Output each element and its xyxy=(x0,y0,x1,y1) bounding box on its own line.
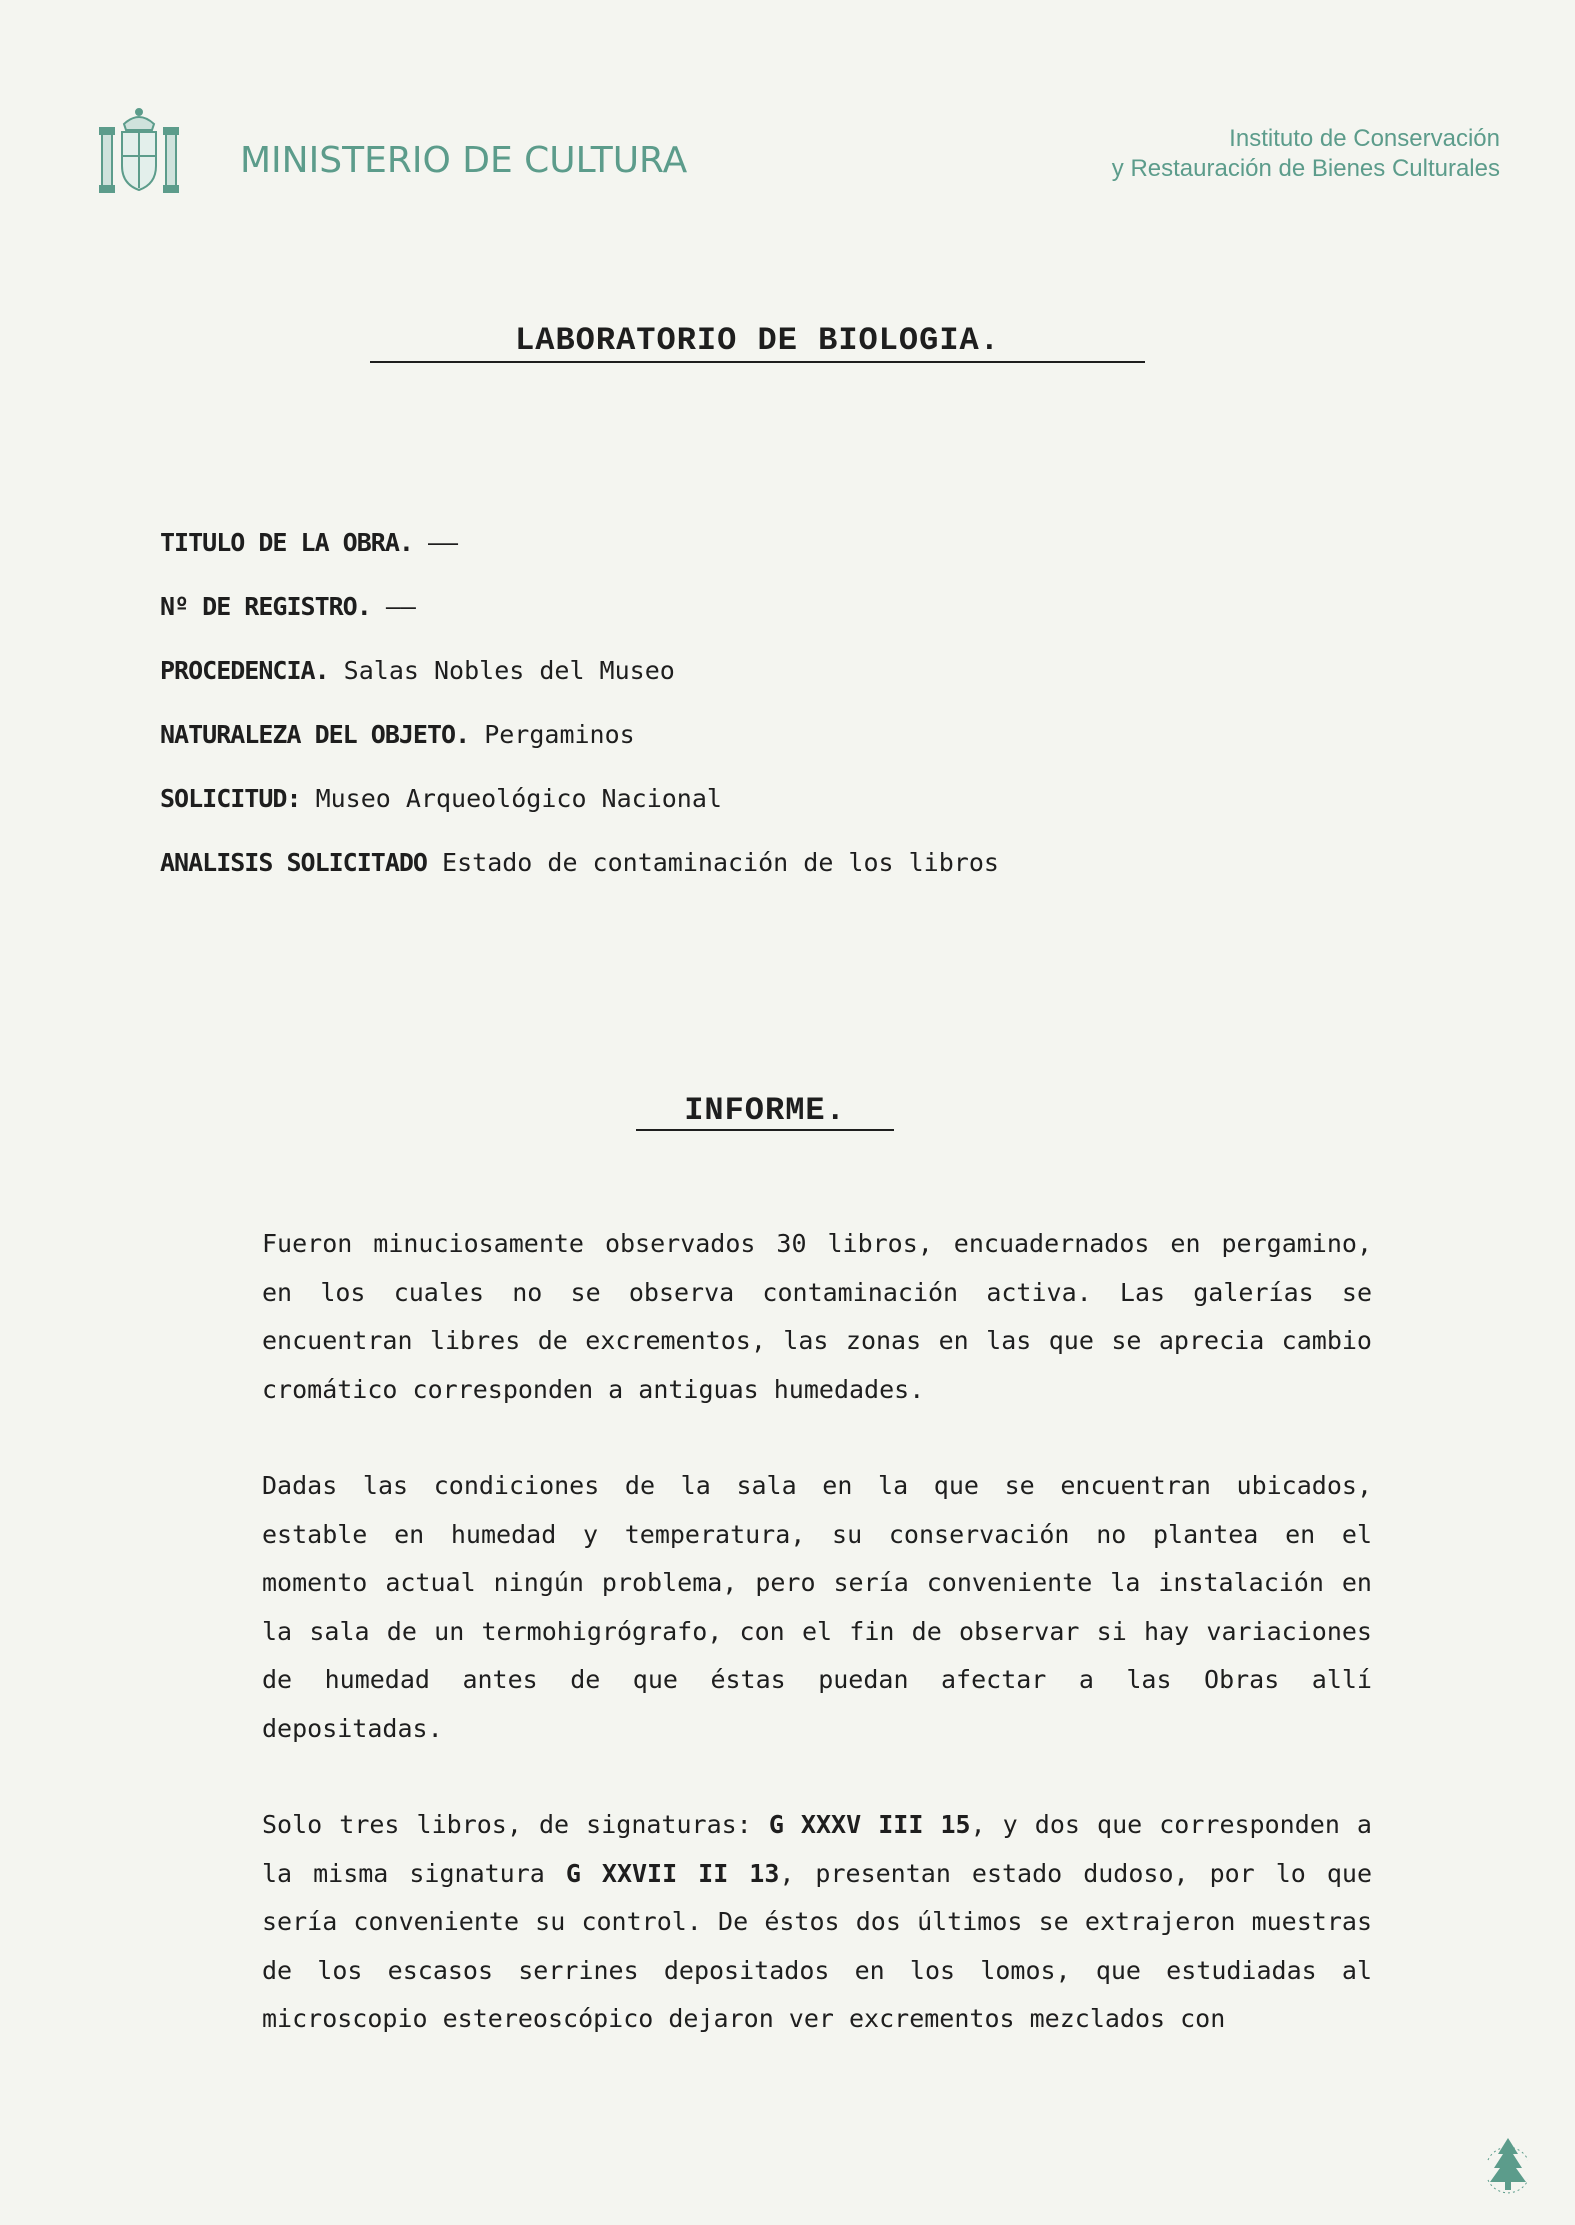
paragraph-2: Dadas las condiciones de la sala en la que se encuentran ubicados, estable en humedad y temperatura, su conservación no plantea en el momento actual ningún problema, pero sería conveniente la instalación en la sala de un termohigrógrafo, con el fin de observar si hay variaciones de humedad antes de que éstas puedan afectar a las Obras allí depositadas. xyxy=(262,1471,1372,1743)
metadata-fields xyxy=(160,528,999,912)
report-body xyxy=(262,1220,1372,2092)
field-value: —— xyxy=(412,528,459,557)
paragraph-3-text-b: , y dos que corresponden a la misma signatura xyxy=(262,1810,1372,1888)
recycled-paper-tree-icon xyxy=(1480,2130,1536,2200)
field-naturaleza xyxy=(160,720,999,784)
field-value: —— xyxy=(370,592,416,621)
field-analisis xyxy=(160,848,999,912)
institute-line-2: y Restauración de Bienes Culturales xyxy=(1111,155,1500,182)
field-value: Pergaminos xyxy=(469,720,635,749)
field-label: PROCEDENCIA. xyxy=(160,656,329,685)
laboratory-heading: LABORATORIO DE BIOLOGIA. xyxy=(370,322,1145,363)
ministry-name: MINISTERIO DE CULTURA xyxy=(240,140,688,181)
paragraph-3 xyxy=(262,1801,1372,2044)
field-label: SOLICITUD: xyxy=(160,784,301,813)
paragraph-3-text-c: , presentan estado dudoso, por lo que sería conveniente su control. De éstos dos últimos se extrajeron muestras de los escasos serrines depositados en los lomos, que estudiadas al microscopio estereoscópico dejaron ver excrementos mezclados con xyxy=(262,1858,1372,2033)
field-procedencia xyxy=(160,656,999,720)
field-label: TITULO DE LA OBRA. xyxy=(160,528,413,557)
paragraph-3-text-a: Solo tres libros, de signaturas: xyxy=(262,1810,769,1839)
field-label: NATURALEZA DEL OBJETO. xyxy=(160,720,470,749)
field-value: Salas Nobles del Museo xyxy=(328,656,675,685)
field-titulo xyxy=(160,528,999,592)
field-value: Estado de contaminación de los libros xyxy=(426,848,999,877)
signature-2: G XXVII II 13 xyxy=(565,1858,780,1888)
field-label: ANALISIS SOLICITADO xyxy=(160,848,427,877)
institute-name xyxy=(1112,124,1500,184)
paragraph-1: Fueron minuciosamente observados 30 libros, encuadernados en pergamino, en los cuales no se observa contaminación activa. Las galerías se encuentran libres de excrementos, las zonas en las que se aprecia cambio cromático corresponden a antiguas humedades. xyxy=(262,1229,1372,1404)
signature-1: G XXXV III 15 xyxy=(768,1810,971,1839)
spain-coat-of-arms-icon xyxy=(98,106,180,196)
field-value: Museo Arqueológico Nacional xyxy=(300,784,722,813)
field-solicitud xyxy=(160,784,999,848)
institute-line-1: Instituto de Conservación xyxy=(1229,125,1500,152)
field-registro xyxy=(160,592,999,656)
informe-heading: INFORME. xyxy=(636,1092,894,1131)
field-label: Nº DE REGISTRO. xyxy=(160,592,371,621)
